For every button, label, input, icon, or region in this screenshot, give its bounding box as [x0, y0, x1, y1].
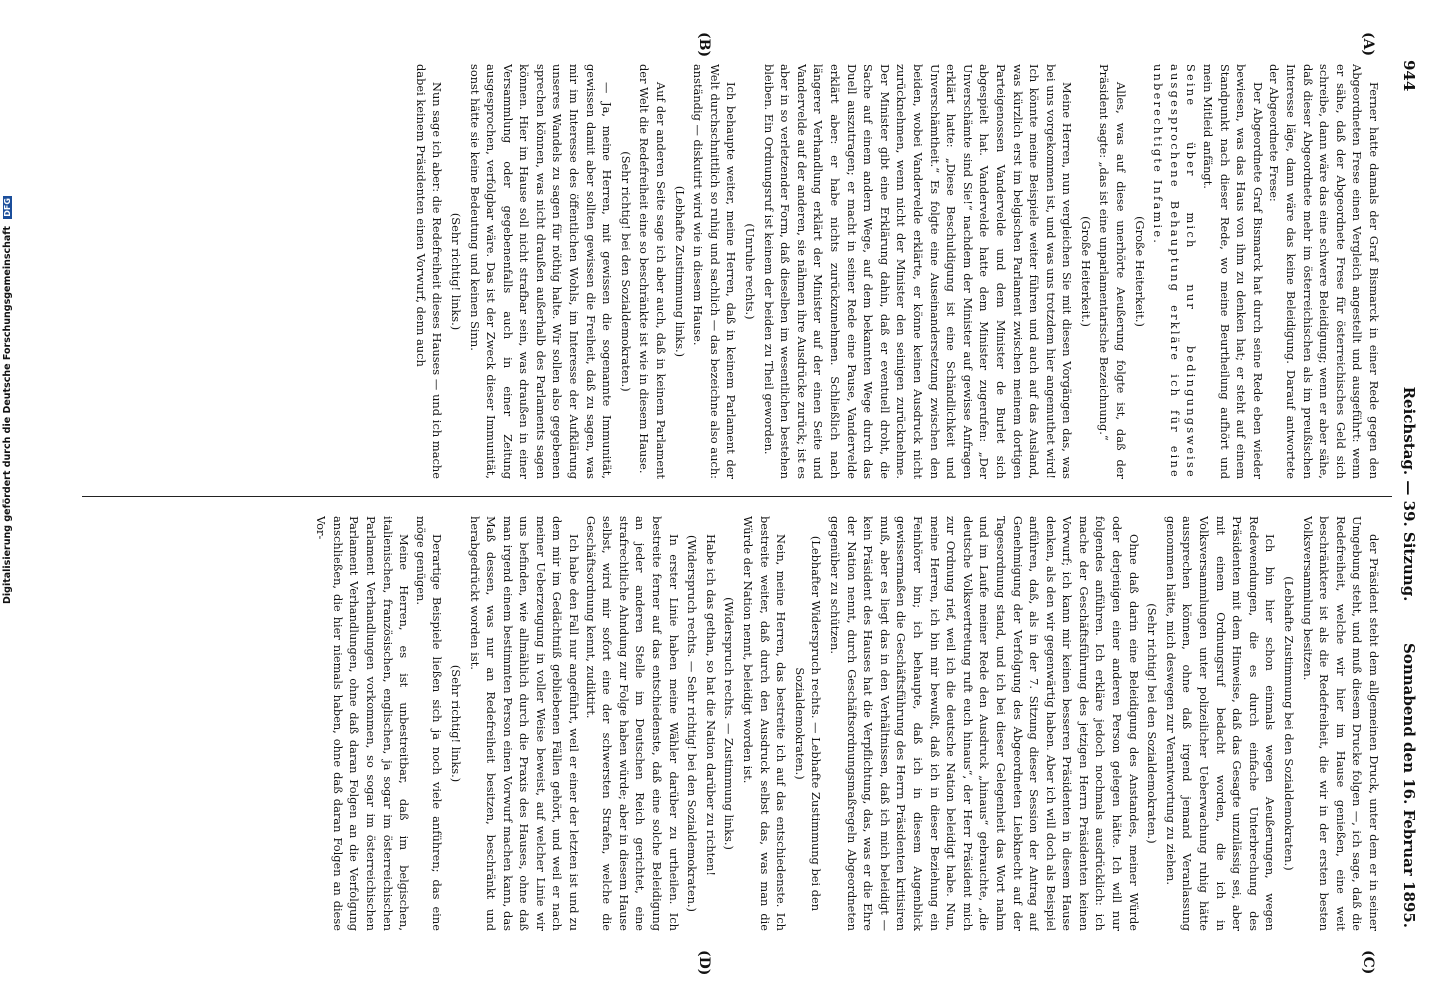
credit-text: Digitalisierung gefördert durch die Deutsche Forschungsgemeinschaft [2, 226, 13, 604]
stage-direction: (Lebhafte Zustimmung links.) [672, 185, 687, 358]
margin-marker-d: (D) [696, 950, 712, 976]
margin-marker-a: (A) [1360, 32, 1376, 57]
page-header [1394, 60, 1418, 928]
margin-marker-c: (C) [1360, 950, 1376, 975]
speech-paragraph: Ich behaupte weiter, meine Herren, daß in keinem Parlament der Welt durchschnittlich so ruhig und sachlich — das bezeichne also auch: anständig — diskutirt wird wie in diesem Hause. [691, 64, 739, 479]
speech-paragraph: Meine Herren, es ist unbestreitbar, daß im belgischen, italienischen, französischen, englischen, ja sogar im österreichischen Parlament Verhandlungen vorkommen, so sogar im österreichischen Parlament Verhandlungen, ohne daß daran Folgen an die Verfolgung anschließen, die hier niemals haben, ohne daß daran Folgen an diese Vor- [314, 516, 412, 931]
speech-paragraph: Alles, was auf diese unerhörte Aeußerung folgte ist, daß der Präsident sagte: „das ist eine unparlamentarische Bezeichnung.“ [1097, 64, 1129, 479]
session-date: Sonnabend den 16. Februar 1895. [1400, 643, 1418, 928]
speech-paragraph: Habe ich das gethan, so hat die Nation darüber zu richten! [703, 534, 718, 876]
speech-paragraph: Ohne daß darin eine Beleidigung des Anstandes, meiner Würde oder derjenigen einer anderen Person gelegen hätte. Ich will nur folgendes anführen. Ich erkläre jedoch nochmals ausdrücklich: ich mache der Geschäftsführung des jetzigen Herrn Präsidenten keinen Vorwurf; ich kann mir keinen besseren Präsidenten in diesem Hause denken, als den wir gegenwärtig haben. Aber ich will doch als Beispiel anführen, daß, als in der 7. Sitzung dieser Session der Antrag auf Genehmigung der Verfolgung des Abgeordneten Liebknecht auf der Tagesordnung stand, und ich bei dieser Gelegenheit das Wort nahm und im Laufe meiner Rede den Ausdruck „hinaus“ gebrauchte, „die deutsche Volksvertretung ruft euch hinaus“, der Herr Präsident mich zur Ordnung rief, weil ich die deutsche Nation beleidigt habe. Nun, meine Herren, ich bin mir bewußt, daß ich in dieser Beziehung ein Feinhörer bin; ich behaupte, daß ich in diesem Augenblick gewissermaßen die Geschäftsführung des Herrn Präsidenten kritisiren muß, aber es liegt das in den Verhältnissen, daß ich mich beleidigt — kein Präsident des Hauses hat die Verpflichtung, das, was er die Ehre der Nation nennt, durch Geschäftsordnungsmaßregeln Abgeordneten gegenüber zu schützen. [828, 516, 1141, 931]
right-text-column [92, 516, 1382, 931]
speech-paragraph: der Präsident steht dem allgemeinen Druck, unter dem er in seiner Umgebung steht, und muß diesem Drucke folgen —, ich sage, daß die Redefreiheit, welche wir hier im Hause genießen, eine weit beschränktere ist als die Redefreiheit, die wir in der ersten besten Volksversammlung besitzen. [1300, 516, 1381, 931]
running-title: Reichstag. — 39. Sitzung. [1400, 386, 1418, 602]
speech-paragraph: Auf der anderen Seite sage ich aber auch, daß in keinem Parlament der Welt die Redefreiheit eine so beschränkte ist wie in diesem Hause. [637, 64, 669, 479]
stage-direction: (Große Heiterkeit.) [1132, 216, 1147, 327]
speech-paragraph: In erster Linie haben meine Wähler darüber zu urtheilen. Ich bestreite ferner auf das entschiedenste, daß eine solche Beleidigung an jeder anderen Stelle im Deutschen Reich gerichtet, eine strafrechtliche Ahndung zur Folge haben würde; aber in diesem Hause selbst, wird mir sofort eine der schwersten Strafen, welche die Geschäftsordnung kennt, zudiktirt. [583, 516, 681, 931]
speech-paragraph: Meine Herren, nun vergleichen Sie mit diesen Vorgängen das, was bei uns vorgekommen ist, und was uns trotzdem hier angemuthet wird! Ich könnte meine Beispiele weiter führen und auch auf das Ausland, was kürzlich erst im belgischen Parlament zwischen meinem dortigen Parteigenossen Vandervelde und dem Minister de Burlet sich abgespielt hat. Vandervelde hatte dem Minister zugerufen: „Der Unverschämte sind Sie!“ nachdem der Minister auf gewisse Anfragen erklärt hatte: „Diese Beschuldigung ist eine Schändlichkeit und Unverschämtheit.“ Es folgte eine Auseinandersetzung zwischen den beiden, wobei Vandervelde erklärte, er könne keinen Ausdruck nicht zurücknehmen, wenn nicht der Minister den seinigen zurücknehme. Der Minister gibt eine Erklärung dahin, daß er eventuell droht, die Sache auf einem andern Wege, auf dem bekannten Wege durch das Duell auszutragen; er macht in seiner Rede eine Pause, Vandervelde erklärt aber: er habe nichts zurückzunehmen. Schließlich nach längerer Verhandlung erklärt der Minister auf der einen Seite und Vandervelde auf der anderen, sie nähmen ihre Ausdrücke zurück; ist es aber in so verletzender Form, daß dieselben im wesentlichen bestehen bleiben. Ein Ordnungsruf ist keinem der beiden zu Theil geworden. [761, 64, 1075, 479]
digitization-credit [2, 198, 16, 604]
speech-paragraph: Ich habe den Fall nur angeführt, weil er einer der letzten ist und zu dem mir im Gedächtniß gebliebenen Fällen gehört, und weil er nach meiner Ueberzeugung in voller Weise beweist, auf welcher Linie wir uns befinden, wie allmählich durch die Praxis des Hauses, ohne daß man irgend einem bestimmten Person einen Vorwurf machen kann, das Maß dessen, was nur an Redefreiheit besitzen, beschränkt und herabgedrückt worden ist. [467, 516, 582, 931]
speech-paragraph: Der Abgeordnete Graf Bismarck hat durch seine Rede eben wieder bewiesen, was das Haus von ihm zu denken hat; er steht auf einem Standpunkt nach dieser Rede, wo meine Beurtheilung aufhört und mein Mitleid anfängt. [1201, 64, 1265, 479]
speech-paragraph: Nein, meine Herren, das bestreite ich auf das entschiedenste. Ich bestreite weiter, daß durch den Ausdruck selbst das, was man die Würde der Nation nennt, beleidigt worden ist. [741, 516, 789, 931]
stage-direction: (Lebhafter Widerspruch rechts. — Lebhafte Zustimmung bei den Sozialdemokraten.) [792, 535, 824, 912]
stage-direction: (Unruhe rechts.) [743, 223, 758, 320]
left-text-column [92, 64, 1382, 479]
stage-direction: (Sehr richtig! links.) [448, 664, 463, 783]
speech-paragraph: Derartige Beispiele ließen sich ja noch viele anführen; das eine möge genügen. [413, 516, 445, 931]
margin-marker-b: (B) [696, 32, 712, 58]
stage-direction: (Große Heiterkeit.) [1078, 216, 1093, 327]
column-divider [82, 496, 1392, 497]
stage-direction: (Widerspruch rechts. — Zustimmung links.) [722, 597, 737, 850]
page-number: 944 [1400, 60, 1418, 92]
speech-paragraph: Nun sage ich aber: die Redefreiheit dieses Hauses — und ich mache dabei keinem Präsidenten einen Vorwurf, denn auch [413, 64, 445, 479]
stage-direction: (Sehr richtig! bei den Sozialdemokraten.) [618, 151, 633, 392]
stage-direction: (Widerspruch rechts. — Sehr richtig! bei den Sozialdemokraten.) [685, 535, 700, 912]
stage-direction: (Lebhafte Zustimmung bei den Sozialdemokraten.) [1282, 576, 1297, 871]
stage-direction: (Sehr richtig! bei den Sozialdemokraten.) [1145, 603, 1160, 844]
dfg-logo: DFG [3, 198, 12, 217]
speech-paragraph: Ferner hatte damals der Graf Bismarck in einer Rede gegen den Abgeordneten Frese einen Vergleich angestellt und ausgeführt: wenn er sähe, daß der Abgeordnete Frese für österreichisches Geld sich schreibe, dann wäre das eine schwere Beleidigung; wenn er aber sähe, daß dieser Abgeordnete mehr im österreichischen als im preußischen Interesse läge, dann wäre das keine Beleidigung. Darauf antwortete der Abgeordnete Frese: [1267, 64, 1381, 479]
speech-paragraph: Seine über mich nur bedingungsweise ausgesprochene Behauptung erkläre ich für eine unberechtigte Infamie. [1151, 64, 1199, 479]
speech-paragraph: — Ja, meine Herren, mit gewissen die sogenannte Immunität, gewissen damit aber sollten gewissen die Freiheit, daß zu sagen, was mir im Interesse des öffentlichen Wohls, im Interesse der Aufklärung unseres Wandels zu sagen für nöthig halte. Wir sollen also gegebenen sprechen können, was nicht draußen außerhalb des Parlaments sagen können. Hier im Hause soll nicht strafbar sein, was draußen in einer Versammlung oder gegebenenfalls auch in einer Zeitung ausgesprochen, verfolgbar wäre. Das ist der Zweck dieser Immunität, sonst hätte sie keine Bedeutung und keinen Sinn. [467, 64, 615, 479]
speech-paragraph: Ich bin hier schon einmals wegen Aeußerungen, wegen Redewendungen, die es durch einfache Unterbrechung des Präsidenten mit dem Hinweise, daß das Gesagte unzulässig sei, aber mit einem Ordnungsruf bedacht worden, die ich in Volksversammlungen unter polizeilicher Ueberwachung ruhig hätte aussprechen können, ohne daß irgend jemand Veranlassung genommen hätte, mich deswegen zur Verantwortung zu ziehen. [1163, 516, 1278, 931]
stage-direction: (Sehr richtig! links.) [448, 212, 463, 331]
